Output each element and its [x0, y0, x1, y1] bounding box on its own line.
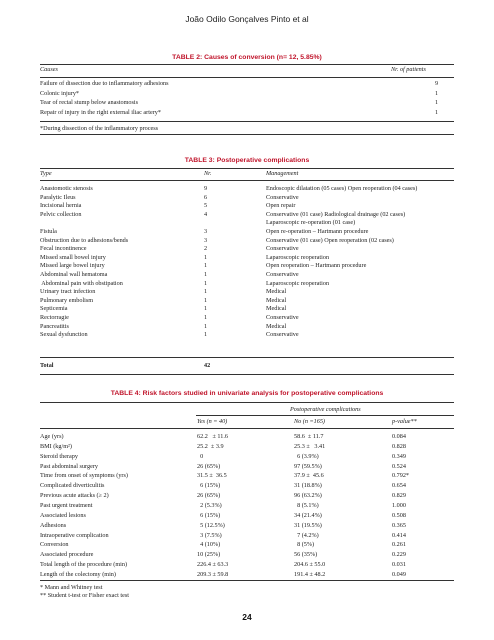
table4-header-no: No (n =165) — [294, 418, 325, 425]
table3-row-management: Laparoscopic reoperation — [266, 279, 330, 287]
table4-row-no: 8 (5%) — [294, 541, 315, 549]
table4-header-rule — [40, 428, 454, 429]
table4-header-pvalue: p-value** — [392, 418, 417, 425]
table3-row-nr: 5 — [204, 202, 208, 210]
table3-total-label: Total — [40, 362, 54, 369]
table3-row-management: Conservative — [266, 193, 299, 201]
table3-row-management: Open repair — [266, 202, 296, 210]
table4-row-no: 8 (5.1%) — [294, 501, 319, 509]
table3-row-nr: 2 — [204, 245, 208, 253]
table3-row-management: Endoscopic dilatation (05 cases) Open reoperation (04 cases) — [266, 185, 418, 192]
table4-footnote-2: ** Student t-test or Fisher exact test — [40, 592, 130, 599]
table2-header-causes: Causes — [40, 66, 58, 73]
table4-group-header: Postoperative complications — [290, 406, 361, 413]
table4-row-pvalue: 0.654 — [392, 482, 406, 490]
table3-row-type: Septicemia — [40, 305, 68, 313]
table3-top-rule — [40, 168, 454, 169]
table3-row-nr: 3 — [204, 236, 208, 244]
table3-row-nr: 4 — [204, 210, 208, 218]
table3-header-rule — [40, 180, 454, 181]
table3-total-value: 42 — [204, 362, 211, 369]
table3-row-management: Conservative (01 case) Radiological drainage (02 cases) — [266, 210, 406, 218]
table4-row-pvalue: 0.031 — [392, 561, 406, 569]
table4-row-pvalue: 0.349 — [392, 452, 406, 460]
table2-footnote: *During dissection of the inflammatory process — [40, 125, 159, 132]
table4-row-yes: 26 (65%) — [197, 462, 221, 470]
table4-row-factor: Complicated diverticulitis — [40, 482, 105, 490]
table4-caption: TABLE 4: Risk factors studied in univariate analysis for postoperative complications — [110, 390, 384, 397]
table4-row-pvalue: 0.049 — [392, 570, 406, 578]
table3-bottom-rule — [40, 374, 454, 375]
table4-footnote-1: * Mann and Whitney test — [40, 584, 103, 591]
table3-row-type: Paralytic Ileus — [40, 193, 76, 201]
table2-row-cause: Failure of dissection due to inflammatory adhesions — [40, 80, 169, 87]
table3-caption: TABLE 3: Postoperative complications — [184, 157, 310, 164]
table4-row-factor: Adhesions — [40, 521, 67, 529]
table3-row-management: Laparoscopic re-operation (01 case) — [266, 219, 356, 227]
table4-row-pvalue: 0.084 — [392, 433, 406, 440]
table3-row-management: Conservative — [266, 245, 299, 253]
table4-row-no: 58.6 ± 11.7 — [294, 433, 324, 440]
table3-header-management: Management — [266, 170, 299, 177]
table2-row-cause: Tear of rectal stump below anastomosis — [40, 99, 139, 107]
table2-row-count: 9 — [435, 80, 439, 87]
table4-row-factor: BMI (kg/m²) — [40, 442, 72, 450]
table3-row-type: Urinary tract infection — [40, 288, 96, 296]
table3-row-management: Medical — [266, 305, 287, 313]
table3-row-nr: 1 — [204, 253, 208, 261]
table3-row-management: Medical — [266, 296, 287, 304]
table4-row-yes: 3 (7.5%) — [197, 531, 222, 539]
table4-row-yes: 2 (5.3%) — [197, 501, 222, 509]
table2-row-count: 1 — [435, 108, 439, 116]
table3-row-nr: 1 — [204, 322, 208, 330]
table3-row-nr: 6 — [204, 193, 208, 201]
table4-row-pvalue: 0.792* — [392, 472, 410, 480]
table4-group-rule — [196, 415, 454, 416]
table4-row-pvalue: 1.000 — [392, 501, 406, 509]
table3-row-type: Rectorragie — [40, 314, 69, 321]
table4-row-factor: Age (yrs) — [40, 433, 64, 440]
table3-row-management: Laparoscopic reoperation — [266, 253, 330, 261]
table4-row-yes: 31.5 ± 36.5 — [197, 472, 227, 480]
table3-row-type: Incisional hernia — [40, 202, 82, 210]
table4-row-factor: Conversion — [40, 541, 69, 549]
table4-row-factor: Steroid therapy — [40, 452, 78, 460]
table3-row-management: Open reoperation – Hartmann procedure — [266, 262, 367, 270]
table4-row-no: 97 (59.5%) — [294, 462, 322, 470]
table4-row-yes: 10 (25%) — [197, 551, 221, 559]
table3-total-rule — [40, 357, 454, 358]
table4-header-yes: Yes (n = 40) — [197, 418, 228, 425]
table3-row-type: Fistula — [40, 228, 57, 235]
table4-row-no: 37.9 ± 45.6 — [294, 472, 324, 480]
table2-caption: TABLE 2: Causes of conversion (n= 12, 5.85%) — [172, 54, 322, 61]
table4-row-pvalue: 0.365 — [392, 521, 406, 529]
table2-top-rule — [40, 64, 454, 65]
table4-row-factor: Intraoperative complication — [40, 531, 109, 539]
table2-row-cause: Repair of injury in the right external iliac artery* — [40, 108, 161, 116]
table3-row-management: Conservative — [266, 314, 299, 321]
table4-bottom-rule — [40, 580, 454, 581]
table4-row-yes: 25.2 ± 3.9 — [197, 442, 224, 450]
table3-row-type: Anastomotic stenosis — [40, 185, 93, 192]
table3-row-management: Conservative (01 case) Open reoperation (02 cases) — [266, 236, 394, 244]
table4-row-yes: 6 (15%) — [197, 482, 221, 490]
table3-row-management: Conservative — [266, 271, 299, 278]
table4-row-yes: 226.4 ± 63.3 — [197, 561, 229, 569]
table4-row-factor: Previous acute attacks (≥ 2) — [40, 492, 109, 500]
table4-row-no: 191.4 ± 48.2 — [294, 570, 326, 578]
table4-row-no: 25.3 ± 3.41 — [294, 442, 326, 450]
table3-row-nr: 9 — [204, 185, 208, 192]
table3-row-type: Pelvic collection — [40, 210, 82, 218]
table3-row-type: Sexual dysfunction — [40, 331, 88, 339]
table3-row-type: Abdominal wall hematoma — [40, 271, 108, 278]
table4-row-yes: 62.2 ± 11.6 — [197, 433, 229, 440]
table3-row-type: Obstruction due to adhesions/bends — [40, 236, 129, 244]
table3-row-type: Pancreatitis — [40, 322, 69, 330]
table3-header-type: Type — [40, 170, 52, 177]
table3-row-nr: 1 — [204, 262, 208, 270]
table3-row-nr: 1 — [204, 314, 208, 321]
table3-row-nr: 1 — [204, 331, 208, 339]
table4-row-yes: 209.3 ± 59.8 — [197, 570, 229, 578]
table3-row-nr: 1 — [204, 288, 208, 296]
table3-row-management: Open re-operation – Hartmann procedure — [266, 228, 369, 235]
table4-row-factor: Time from onset of symptoms (yrs) — [40, 472, 128, 480]
table3-row-nr: 1 — [204, 305, 208, 313]
table2-row-count: 1 — [435, 99, 439, 107]
table4-row-yes: 5 (12.5%) — [197, 521, 225, 529]
table3-row-management: Medical — [266, 288, 287, 296]
table4-row-no: 7 (4.2%) — [294, 531, 319, 539]
table3-row-type: Missed large bowel injury — [40, 262, 105, 270]
table2-row-cause: Colonic injury* — [40, 89, 80, 97]
table4-row-yes: 26 (65%) — [197, 492, 221, 500]
table3-row-type: Abdominal pain with obstipation — [40, 279, 123, 287]
table3-row-nr: 1 — [204, 279, 208, 287]
table4-row-no: 34 (21.4%) — [294, 511, 322, 519]
table2-header-rule — [40, 77, 454, 78]
table4-row-factor: Associated lesions — [40, 511, 86, 519]
table4-row-no: 31 (19.5%) — [294, 521, 322, 529]
table4-row-yes: 0 — [197, 452, 204, 460]
table3-header-nr: Nr. — [204, 170, 212, 177]
running-head: João Odilo Gonçalves Pinto et al — [185, 14, 309, 24]
table4-row-factor: Past urgent treatment — [40, 501, 93, 509]
table4-row-pvalue: 0.828 — [392, 442, 406, 450]
table4-row-no: 56 (35%) — [294, 551, 318, 559]
table4-row-factor: Associated procedure — [40, 551, 94, 559]
table4-row-no: 204.6 ± 55.0 — [294, 561, 326, 569]
table2-bottom-rule — [40, 121, 454, 122]
table2-row-count: 1 — [435, 89, 439, 97]
table4-row-factor: Past abdominal surgery — [40, 462, 98, 470]
table3-row-nr: 3 — [204, 228, 208, 235]
table4-row-factor: Length of the colectomy (min) — [40, 570, 116, 578]
table3-row-type: Pulmonary embolism — [40, 296, 94, 304]
table4-row-yes: 6 (15%) — [197, 511, 221, 519]
page-number: 24 — [242, 612, 252, 622]
table4-row-pvalue: 0.229 — [392, 551, 406, 559]
table4-row-pvalue: 0.508 — [392, 511, 406, 519]
table4-row-factor: Total length of the procedure (min) — [40, 561, 128, 569]
table3-row-type: Missed small bowel injury — [40, 253, 106, 261]
table2-footnote-rule — [40, 134, 454, 135]
table4-row-no: 6 (3.9%) — [294, 452, 319, 460]
table4-row-pvalue: 0.414 — [392, 531, 406, 539]
table4-row-yes: 4 (10%) — [197, 541, 221, 549]
table4-row-no: 96 (63.2%) — [294, 492, 322, 500]
table3-row-nr: 1 — [204, 296, 208, 304]
table3-row-management: Medical — [266, 322, 287, 330]
table2-header-patients: Nr. of patients — [391, 66, 426, 73]
table4-row-pvalue: 0.261 — [392, 541, 406, 549]
table4-top-rule — [40, 402, 454, 403]
table4-row-no: 31 (18.8%) — [294, 482, 322, 490]
table3-row-nr: 1 — [204, 271, 208, 278]
table4-row-pvalue: 0.829 — [392, 492, 406, 500]
table4-row-pvalue: 0.524 — [392, 462, 406, 470]
table3-row-management: Conservative — [266, 331, 299, 339]
table3-row-type: Fecal incontinence — [40, 245, 87, 253]
